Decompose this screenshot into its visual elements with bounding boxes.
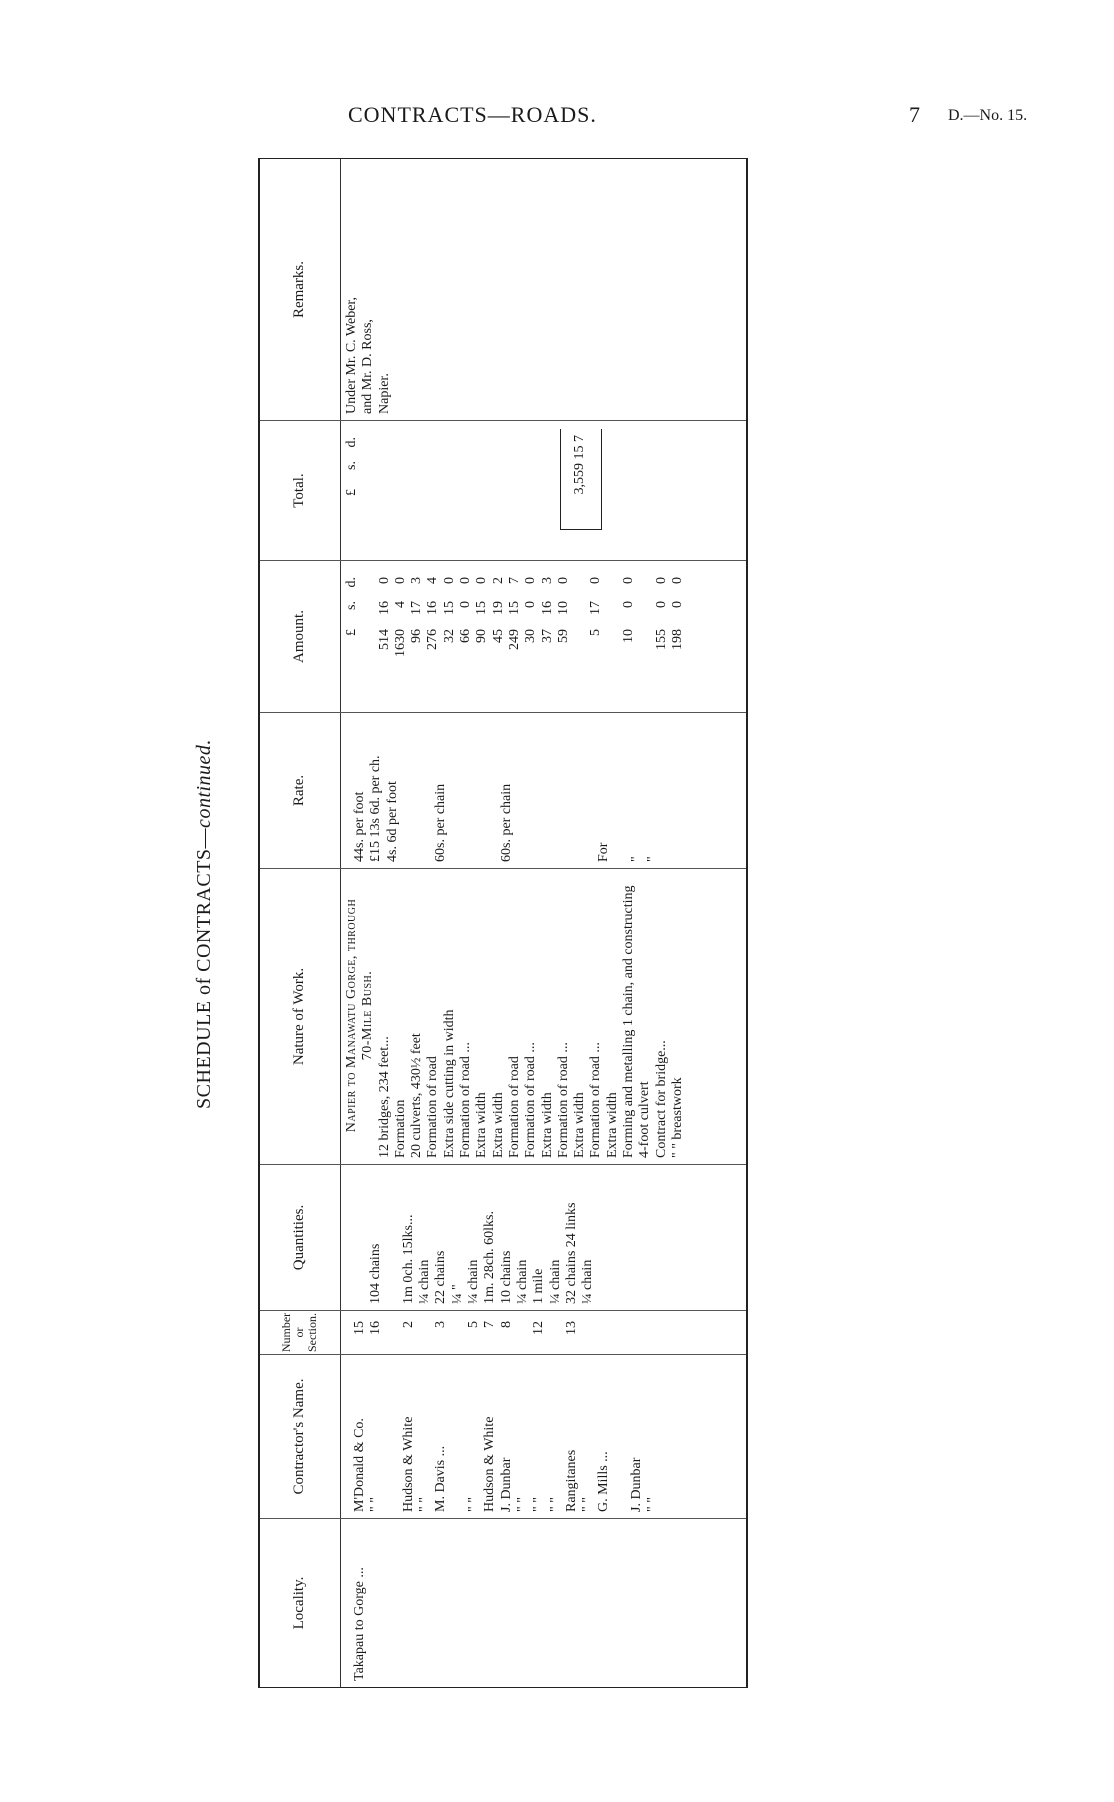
cell-section: 16 xyxy=(368,1321,384,1335)
cell-contractor: G. Mills ... xyxy=(596,1451,612,1512)
cell-contractor: " " xyxy=(466,1497,482,1512)
cell-nature: Extra width xyxy=(604,1092,620,1158)
cell-rate xyxy=(466,717,482,862)
col-head-remarks: Remarks. xyxy=(291,260,307,319)
cell-nature: 12 bridges, 234 feet... xyxy=(376,1036,392,1158)
cell-quantity: 1 mile xyxy=(531,1268,547,1304)
total-units: £ s. d. xyxy=(344,437,359,496)
cell-quantity: ¼ chain xyxy=(547,1259,563,1304)
cell-amount xyxy=(605,565,621,706)
cell-amount: 30 0 0 xyxy=(523,577,539,643)
cell-amount: 514 16 0 xyxy=(376,577,392,650)
col-locality xyxy=(260,1519,746,1687)
cell-nature: Formation of road ... xyxy=(555,1042,571,1158)
remarks-line-3: Napier. xyxy=(376,373,392,414)
cell-rate xyxy=(515,717,531,862)
cell-section xyxy=(580,1321,596,1348)
cell-quantity: 32 chains 24 links xyxy=(563,1202,579,1304)
cell-quantity: 104 chains xyxy=(368,1243,384,1304)
cell-quantity: ¼ chain xyxy=(514,1259,530,1304)
cell-nature: Contract for bridge... xyxy=(653,1040,669,1158)
col-quantities xyxy=(260,1165,746,1311)
remarks-line-1: Under Mr. C. Weber, xyxy=(344,296,359,414)
cell-quantity xyxy=(645,1169,661,1304)
cell-section: 2 xyxy=(400,1321,416,1328)
cell-contractor xyxy=(613,1359,629,1512)
cell-rate: 4s. 6d per foot xyxy=(384,781,400,862)
col-section xyxy=(260,1311,746,1355)
cell-rate xyxy=(531,717,547,862)
cell-section: 5 xyxy=(466,1321,482,1328)
cell-nature: Formation of road xyxy=(506,1056,522,1158)
schedule-table-rotated xyxy=(193,160,744,1688)
col-total xyxy=(260,421,746,561)
caption-continued: continued. xyxy=(193,739,215,828)
remarks-line-2: and Mr. D. Ross, xyxy=(360,319,376,414)
col-head-quantities: Quantities. xyxy=(291,1204,307,1271)
col-head-amount: Amount. xyxy=(291,610,307,663)
cell-rate xyxy=(401,717,417,862)
document-reference: D.—No. 15. xyxy=(948,107,1028,124)
cell-rate: For xyxy=(596,842,612,862)
col-head-contractor: Contractor's Name. xyxy=(291,1378,307,1495)
cell-contractor: " " xyxy=(547,1497,563,1512)
col-contractor xyxy=(260,1355,746,1519)
cell-contractor: Rangitanes xyxy=(563,1449,579,1512)
cell-nature: Formation of road xyxy=(425,1056,441,1158)
cell-quantity xyxy=(352,1169,368,1304)
cell-rate xyxy=(482,717,498,862)
cell-contractor: " " xyxy=(580,1497,596,1512)
cell-rate xyxy=(450,717,466,862)
cell-section xyxy=(548,1321,564,1348)
cell-quantity xyxy=(613,1169,629,1304)
locality-cell: Takapau to Gorge ... xyxy=(352,1567,367,1681)
cell-quantity xyxy=(385,1169,401,1304)
cell-section xyxy=(450,1321,466,1348)
col-head-rate: Rate. xyxy=(291,774,307,807)
col-head-nature: Nature of Work. xyxy=(291,967,307,1066)
section-heading-1: Napier to Manawatu Gorge, through xyxy=(344,898,359,1133)
cell-quantity: ¼ " xyxy=(449,1284,465,1304)
cell-contractor: " " xyxy=(514,1497,530,1512)
cell-contractor: Hudson & White xyxy=(400,1416,416,1512)
cell-rate xyxy=(564,717,580,862)
col-amount xyxy=(260,561,746,713)
cell-nature: Extra width xyxy=(539,1092,555,1158)
cell-contractor: " " xyxy=(645,1497,661,1512)
cell-amount: 37 16 3 xyxy=(539,577,555,643)
cell-nature: Extra width xyxy=(490,1092,506,1158)
caption-main: SCHEDULE of CONTRACTS— xyxy=(193,827,215,1109)
cell-quantity xyxy=(596,1169,612,1304)
cell-nature: " " breastwork xyxy=(669,1077,685,1158)
cell-section xyxy=(417,1321,433,1348)
cell-contractor: " " xyxy=(368,1497,384,1512)
cell-amount: 276 16 4 xyxy=(425,577,441,650)
col-nature xyxy=(260,869,746,1165)
cell-amount: 45 19 2 xyxy=(490,577,506,643)
col-head-locality: Locality. xyxy=(291,1576,307,1630)
cell-nature: Formation of road ... xyxy=(523,1042,539,1158)
cell-contractor: " " xyxy=(417,1497,433,1512)
col-head-section: Number or Section. xyxy=(278,1312,319,1353)
cell-contractor: " " xyxy=(531,1497,547,1512)
cell-rate: " xyxy=(645,856,661,862)
cell-rate xyxy=(548,717,564,862)
cell-section xyxy=(385,1321,401,1348)
cell-quantity: ¼ chain xyxy=(417,1259,433,1304)
cell-amount: 32 15 0 xyxy=(441,577,457,643)
cell-rate: 60s. per chain xyxy=(433,783,449,862)
cell-quantity: 1m 0ch. 15lks... xyxy=(400,1214,416,1304)
schedule-grid xyxy=(258,158,748,1688)
cell-section xyxy=(613,1321,629,1348)
cell-contractor: J. Dunbar xyxy=(629,1457,645,1512)
cell-section xyxy=(629,1321,645,1348)
cell-nature: 4-foot culvert xyxy=(637,1081,653,1158)
cell-section: 7 xyxy=(482,1321,498,1328)
amount-units: £ s. d. xyxy=(344,577,359,636)
cell-contractor xyxy=(385,1359,401,1512)
cell-amount: 249 15 7 xyxy=(506,577,522,650)
cell-nature: Formation of road ... xyxy=(458,1042,474,1158)
col-rate xyxy=(260,713,746,869)
section-heading-2: 70-Mile Bush. xyxy=(360,970,376,1061)
cell-amount: 198 0 0 xyxy=(669,577,685,650)
col-remarks xyxy=(260,159,746,421)
cell-rate: 44s. per foot xyxy=(352,791,367,862)
cell-amount xyxy=(637,565,653,706)
cell-amount: 5 17 0 xyxy=(588,577,604,636)
cell-contractor: M. Davis ... xyxy=(433,1445,449,1512)
cell-contractor: M'Donald & Co. xyxy=(352,1418,367,1512)
cell-amount: 155 0 0 xyxy=(653,577,669,650)
cell-nature: Extra side cutting in width xyxy=(441,1009,457,1158)
cell-section xyxy=(515,1321,531,1348)
cell-quantity: ¼ chain xyxy=(466,1259,482,1304)
cell-amount: 10 0 0 xyxy=(621,577,637,643)
cell-section xyxy=(596,1321,612,1348)
col-head-total: Total. xyxy=(291,473,307,508)
cell-amount: 59 10 0 xyxy=(555,577,571,643)
cell-section: 12 xyxy=(531,1321,547,1335)
page-number: 7 xyxy=(909,102,920,127)
cell-quantity: 10 chains xyxy=(498,1250,514,1304)
cell-quantity: 22 chains xyxy=(433,1250,449,1304)
cell-section: 15 xyxy=(352,1321,367,1335)
cell-rate xyxy=(417,717,433,862)
cell-contractor: J. Dunbar xyxy=(498,1457,514,1512)
cell-contractor xyxy=(450,1359,466,1512)
cell-rate: 60s. per chain xyxy=(498,783,514,862)
schedule-caption xyxy=(193,160,215,1688)
cell-rate: £15 13s 6d. per ch. xyxy=(368,755,384,862)
cell-amount: 90 15 0 xyxy=(474,577,490,643)
cell-nature: Formation of road ... xyxy=(588,1042,604,1158)
cell-nature: 20 culverts, 430½ feet xyxy=(409,1033,425,1158)
cell-section: 3 xyxy=(433,1321,449,1328)
cell-quantity xyxy=(629,1169,645,1304)
cell-amount: 66 0 0 xyxy=(458,577,474,643)
cell-rate: " xyxy=(629,856,645,862)
cell-section: 8 xyxy=(498,1321,514,1328)
cell-rate xyxy=(613,717,629,862)
cell-amount: 1630 4 0 xyxy=(392,577,408,657)
cell-quantity: 1m. 28ch. 60lks. xyxy=(482,1211,498,1304)
cell-nature: Formation xyxy=(392,1099,408,1158)
grand-total: 3,559 15 7 xyxy=(572,435,587,495)
cell-section: 13 xyxy=(563,1321,579,1335)
cell-amount: 96 17 3 xyxy=(409,577,425,643)
cell-rate xyxy=(580,717,596,862)
cell-contractor: Hudson & White xyxy=(482,1416,498,1512)
cell-section xyxy=(645,1321,661,1348)
page-running-title: CONTRACTS—ROADS. xyxy=(348,102,597,127)
cell-nature: Extra width xyxy=(474,1092,490,1158)
cell-nature: Forming and metalling 1 chain, and constructing xyxy=(621,885,637,1158)
cell-amount xyxy=(572,565,588,706)
cell-nature: Extra width xyxy=(572,1092,588,1158)
cell-quantity: ¼ chain xyxy=(580,1259,596,1304)
